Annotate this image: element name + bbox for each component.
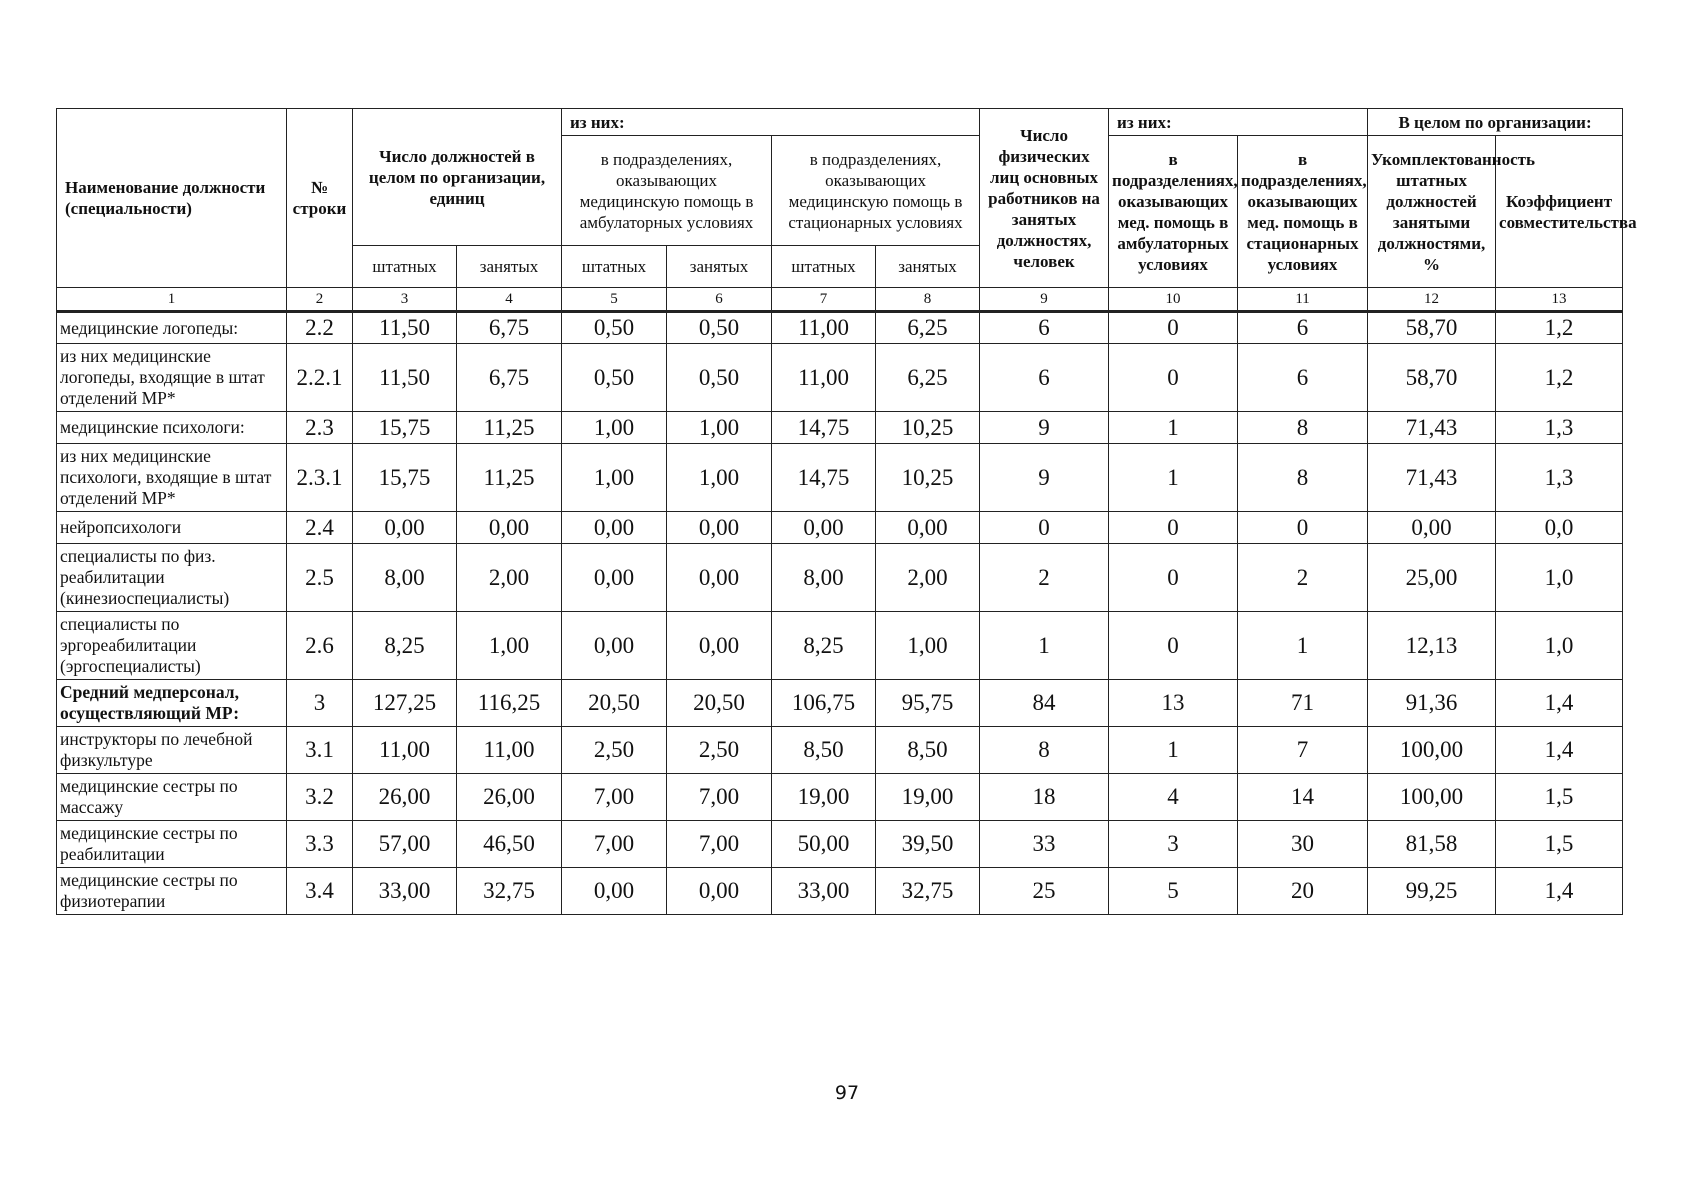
cell-value: 1,00 bbox=[457, 612, 562, 680]
cell-value: 11,25 bbox=[457, 412, 562, 444]
column-number: 4 bbox=[457, 288, 562, 312]
cell-value: 1,4 bbox=[1496, 727, 1623, 774]
cell-value: 57,00 bbox=[353, 821, 457, 868]
cell-value: 8,25 bbox=[353, 612, 457, 680]
cell-value: 20 bbox=[1238, 868, 1368, 915]
cell-value: 58,70 bbox=[1368, 312, 1496, 344]
cell-value: 100,00 bbox=[1368, 774, 1496, 821]
row-number: 3.2 bbox=[287, 774, 353, 821]
cell-value: 6,25 bbox=[876, 312, 980, 344]
row-number: 2.6 bbox=[287, 612, 353, 680]
cell-value: 33,00 bbox=[353, 868, 457, 915]
cell-value: 2,50 bbox=[562, 727, 667, 774]
cell-value: 1,3 bbox=[1496, 444, 1623, 512]
cell-value: 1 bbox=[1238, 612, 1368, 680]
header-ambulatory: в подразделениях, оказывающих медицинскую помощь в амбулаторных условиях bbox=[562, 136, 772, 246]
cell-value: 1,00 bbox=[562, 444, 667, 512]
position-name: из них медицинские логопеды, входящие в штат отделений МР* bbox=[57, 344, 287, 412]
cell-value: 6,75 bbox=[457, 344, 562, 412]
cell-value: 0,00 bbox=[353, 512, 457, 544]
position-name: медицинские логопеды: bbox=[57, 312, 287, 344]
cell-value: 20,50 bbox=[562, 680, 667, 727]
cell-value: 0,0 bbox=[1496, 512, 1623, 544]
cell-value: 0 bbox=[1109, 512, 1238, 544]
cell-value: 0 bbox=[1238, 512, 1368, 544]
cell-value: 0,00 bbox=[562, 868, 667, 915]
cell-value: 116,25 bbox=[457, 680, 562, 727]
cell-value: 8,50 bbox=[876, 727, 980, 774]
cell-value: 8 bbox=[980, 727, 1109, 774]
header-row-no: № строки bbox=[287, 109, 353, 288]
cell-value: 39,50 bbox=[876, 821, 980, 868]
cell-value: 0,50 bbox=[562, 312, 667, 344]
cell-value: 50,00 bbox=[772, 821, 876, 868]
cell-value: 0,50 bbox=[667, 312, 772, 344]
cell-value: 1 bbox=[980, 612, 1109, 680]
cell-value: 1,00 bbox=[562, 412, 667, 444]
position-name: нейропсихологи bbox=[57, 512, 287, 544]
header-name: Наименование должности (специальности) bbox=[57, 109, 287, 288]
cell-value: 10,25 bbox=[876, 412, 980, 444]
column-number: 13 bbox=[1496, 288, 1623, 312]
cell-value: 1,0 bbox=[1496, 544, 1623, 612]
cell-value: 4 bbox=[1109, 774, 1238, 821]
cell-value: 11,50 bbox=[353, 312, 457, 344]
header-positions-total: Число должностей в целом по организации, единиц bbox=[353, 109, 562, 246]
row-number: 3.4 bbox=[287, 868, 353, 915]
cell-value: 127,25 bbox=[353, 680, 457, 727]
header-of-them-1: из них: bbox=[562, 109, 980, 136]
cell-value: 7,00 bbox=[562, 821, 667, 868]
header-persons: Число физических лиц основных работников на занятых должностях, человек bbox=[980, 109, 1109, 288]
cell-value: 30 bbox=[1238, 821, 1368, 868]
position-name: медицинские психологи: bbox=[57, 412, 287, 444]
cell-value: 81,58 bbox=[1368, 821, 1496, 868]
position-name: Средний медперсонал, осуществляющий МР: bbox=[57, 680, 287, 727]
cell-value: 1 bbox=[1109, 412, 1238, 444]
header-inpatient: в подразделениях, оказывающих медицинскую помощь в стационарных условиях bbox=[772, 136, 980, 246]
cell-value: 11,00 bbox=[457, 727, 562, 774]
cell-value: 0,00 bbox=[667, 868, 772, 915]
table-row bbox=[57, 821, 1623, 868]
cell-value: 1,4 bbox=[1496, 680, 1623, 727]
cell-value: 12,13 bbox=[1368, 612, 1496, 680]
cell-value: 13 bbox=[1109, 680, 1238, 727]
cell-value: 14 bbox=[1238, 774, 1368, 821]
position-name: специалисты по физ. реабилитации (кинезиоспециалисты) bbox=[57, 544, 287, 612]
cell-value: 7,00 bbox=[667, 774, 772, 821]
cell-value: 8,50 bbox=[772, 727, 876, 774]
cell-value: 0,00 bbox=[772, 512, 876, 544]
column-number: 2 bbox=[287, 288, 353, 312]
row-number: 2.3 bbox=[287, 412, 353, 444]
cell-value: 1 bbox=[1109, 444, 1238, 512]
row-number: 3 bbox=[287, 680, 353, 727]
cell-value: 1,2 bbox=[1496, 312, 1623, 344]
cell-value: 8,25 bbox=[772, 612, 876, 680]
header-coefficient: Коэффициент совместительства bbox=[1496, 136, 1623, 288]
cell-value: 9 bbox=[980, 412, 1109, 444]
cell-value: 2,00 bbox=[876, 544, 980, 612]
cell-value: 8 bbox=[1238, 444, 1368, 512]
cell-value: 11,00 bbox=[772, 344, 876, 412]
cell-value: 19,00 bbox=[772, 774, 876, 821]
cell-value: 1,2 bbox=[1496, 344, 1623, 412]
cell-value: 0,00 bbox=[457, 512, 562, 544]
cell-value: 1,5 bbox=[1496, 821, 1623, 868]
column-number: 8 bbox=[876, 288, 980, 312]
position-name: медицинские сестры по реабилитации bbox=[57, 821, 287, 868]
row-number: 3.1 bbox=[287, 727, 353, 774]
header-sub-occupied: занятых bbox=[457, 246, 562, 288]
cell-value: 26,00 bbox=[353, 774, 457, 821]
cell-value: 84 bbox=[980, 680, 1109, 727]
cell-value: 6 bbox=[980, 344, 1109, 412]
table-row bbox=[57, 774, 1623, 821]
row-number: 2.3.1 bbox=[287, 444, 353, 512]
row-number: 3.3 bbox=[287, 821, 353, 868]
cell-value: 8,00 bbox=[353, 544, 457, 612]
column-number: 6 bbox=[667, 288, 772, 312]
cell-value: 11,00 bbox=[353, 727, 457, 774]
table-row bbox=[57, 680, 1623, 727]
cell-value: 32,75 bbox=[876, 868, 980, 915]
cell-value: 3 bbox=[1109, 821, 1238, 868]
cell-value: 19,00 bbox=[876, 774, 980, 821]
cell-value: 18 bbox=[980, 774, 1109, 821]
cell-value: 33 bbox=[980, 821, 1109, 868]
cell-value: 15,75 bbox=[353, 444, 457, 512]
header-sub-occupied: занятых bbox=[667, 246, 772, 288]
position-name: инструкторы по лечебной физкультуре bbox=[57, 727, 287, 774]
cell-value: 1,00 bbox=[876, 612, 980, 680]
column-number: 1 bbox=[57, 288, 287, 312]
column-number: 10 bbox=[1109, 288, 1238, 312]
row-number: 2.2 bbox=[287, 312, 353, 344]
table-row bbox=[57, 512, 1623, 544]
cell-value: 11,50 bbox=[353, 344, 457, 412]
cell-value: 1,00 bbox=[667, 444, 772, 512]
cell-value: 10,25 bbox=[876, 444, 980, 512]
cell-value: 2 bbox=[980, 544, 1109, 612]
header-sub-occupied: занятых bbox=[876, 246, 980, 288]
cell-value: 1 bbox=[1109, 727, 1238, 774]
cell-value: 0 bbox=[980, 512, 1109, 544]
column-number: 7 bbox=[772, 288, 876, 312]
cell-value: 25 bbox=[980, 868, 1109, 915]
cell-value: 0,00 bbox=[876, 512, 980, 544]
cell-value: 0,00 bbox=[562, 512, 667, 544]
cell-value: 0 bbox=[1109, 544, 1238, 612]
cell-value: 2,50 bbox=[667, 727, 772, 774]
cell-value: 46,50 bbox=[457, 821, 562, 868]
table-row bbox=[57, 312, 1623, 344]
cell-value: 0,00 bbox=[562, 612, 667, 680]
cell-value: 0 bbox=[1109, 612, 1238, 680]
cell-value: 0,00 bbox=[562, 544, 667, 612]
cell-value: 6,25 bbox=[876, 344, 980, 412]
cell-value: 6,75 bbox=[457, 312, 562, 344]
cell-value: 1,4 bbox=[1496, 868, 1623, 915]
staffing-table bbox=[56, 108, 1637, 915]
header-staffing: Укомплектованность штатных должностей занятыми должностями, % bbox=[1368, 136, 1496, 288]
cell-value: 0,00 bbox=[667, 512, 772, 544]
cell-value: 32,75 bbox=[457, 868, 562, 915]
position-name: медицинские сестры по массажу bbox=[57, 774, 287, 821]
cell-value: 1,0 bbox=[1496, 612, 1623, 680]
table-row bbox=[57, 544, 1623, 612]
page-number: 97 bbox=[834, 1082, 860, 1104]
cell-value: 5 bbox=[1109, 868, 1238, 915]
cell-value: 0,50 bbox=[562, 344, 667, 412]
cell-value: 71,43 bbox=[1368, 412, 1496, 444]
table-row bbox=[57, 412, 1623, 444]
cell-value: 11,00 bbox=[772, 312, 876, 344]
header-persons-inpatient: в подразделениях, оказывающих мед. помощь в стационарных условиях bbox=[1238, 136, 1368, 288]
cell-value: 15,75 bbox=[353, 412, 457, 444]
cell-value: 11,25 bbox=[457, 444, 562, 512]
cell-value: 25,00 bbox=[1368, 544, 1496, 612]
cell-value: 99,25 bbox=[1368, 868, 1496, 915]
header-of-them-2: из них: bbox=[1109, 109, 1368, 136]
cell-value: 6 bbox=[1238, 344, 1368, 412]
cell-value: 14,75 bbox=[772, 444, 876, 512]
header-org-total: В целом по организации: bbox=[1368, 109, 1623, 136]
header-persons-ambulatory: в подразделениях, оказывающих мед. помощь в амбулаторных условиях bbox=[1109, 136, 1238, 288]
header-sub-staff: штатных bbox=[353, 246, 457, 288]
cell-value: 71,43 bbox=[1368, 444, 1496, 512]
position-name: из них медицинские психологи, входящие в штат отделений МР* bbox=[57, 444, 287, 512]
table-row bbox=[57, 444, 1623, 512]
cell-value: 20,50 bbox=[667, 680, 772, 727]
cell-value: 26,00 bbox=[457, 774, 562, 821]
cell-value: 7 bbox=[1238, 727, 1368, 774]
table-row bbox=[57, 344, 1623, 412]
cell-value: 33,00 bbox=[772, 868, 876, 915]
table-row bbox=[57, 612, 1623, 680]
column-number: 9 bbox=[980, 288, 1109, 312]
cell-value: 0,00 bbox=[667, 544, 772, 612]
cell-value: 1,00 bbox=[667, 412, 772, 444]
table-row bbox=[57, 868, 1623, 915]
column-number: 11 bbox=[1238, 288, 1368, 312]
cell-value: 0 bbox=[1109, 312, 1238, 344]
cell-value: 2,00 bbox=[457, 544, 562, 612]
cell-value: 58,70 bbox=[1368, 344, 1496, 412]
cell-value: 100,00 bbox=[1368, 727, 1496, 774]
cell-value: 2 bbox=[1238, 544, 1368, 612]
cell-value: 95,75 bbox=[876, 680, 980, 727]
column-number-row bbox=[57, 288, 1623, 312]
cell-value: 0 bbox=[1109, 344, 1238, 412]
position-name: медицинские сестры по физиотерапии bbox=[57, 868, 287, 915]
row-number: 2.2.1 bbox=[287, 344, 353, 412]
cell-value: 7,00 bbox=[667, 821, 772, 868]
cell-value: 0,50 bbox=[667, 344, 772, 412]
cell-value: 8 bbox=[1238, 412, 1368, 444]
header-sub-staff: штатных bbox=[772, 246, 876, 288]
cell-value: 8,00 bbox=[772, 544, 876, 612]
column-number: 5 bbox=[562, 288, 667, 312]
cell-value: 6 bbox=[1238, 312, 1368, 344]
column-number: 3 bbox=[353, 288, 457, 312]
cell-value: 6 bbox=[980, 312, 1109, 344]
cell-value: 106,75 bbox=[772, 680, 876, 727]
row-number: 2.4 bbox=[287, 512, 353, 544]
cell-value: 0,00 bbox=[1368, 512, 1496, 544]
cell-value: 0,00 bbox=[667, 612, 772, 680]
column-number: 12 bbox=[1368, 288, 1496, 312]
position-name: специалисты по эргореабилитации (эргоспециалисты) bbox=[57, 612, 287, 680]
cell-value: 91,36 bbox=[1368, 680, 1496, 727]
table-row bbox=[57, 727, 1623, 774]
cell-value: 1,3 bbox=[1496, 412, 1623, 444]
row-number: 2.5 bbox=[287, 544, 353, 612]
cell-value: 71 bbox=[1238, 680, 1368, 727]
cell-value: 7,00 bbox=[562, 774, 667, 821]
table-body bbox=[57, 312, 1623, 915]
cell-value: 9 bbox=[980, 444, 1109, 512]
cell-value: 1,5 bbox=[1496, 774, 1623, 821]
cell-value: 14,75 bbox=[772, 412, 876, 444]
header-sub-staff: штатных bbox=[562, 246, 667, 288]
